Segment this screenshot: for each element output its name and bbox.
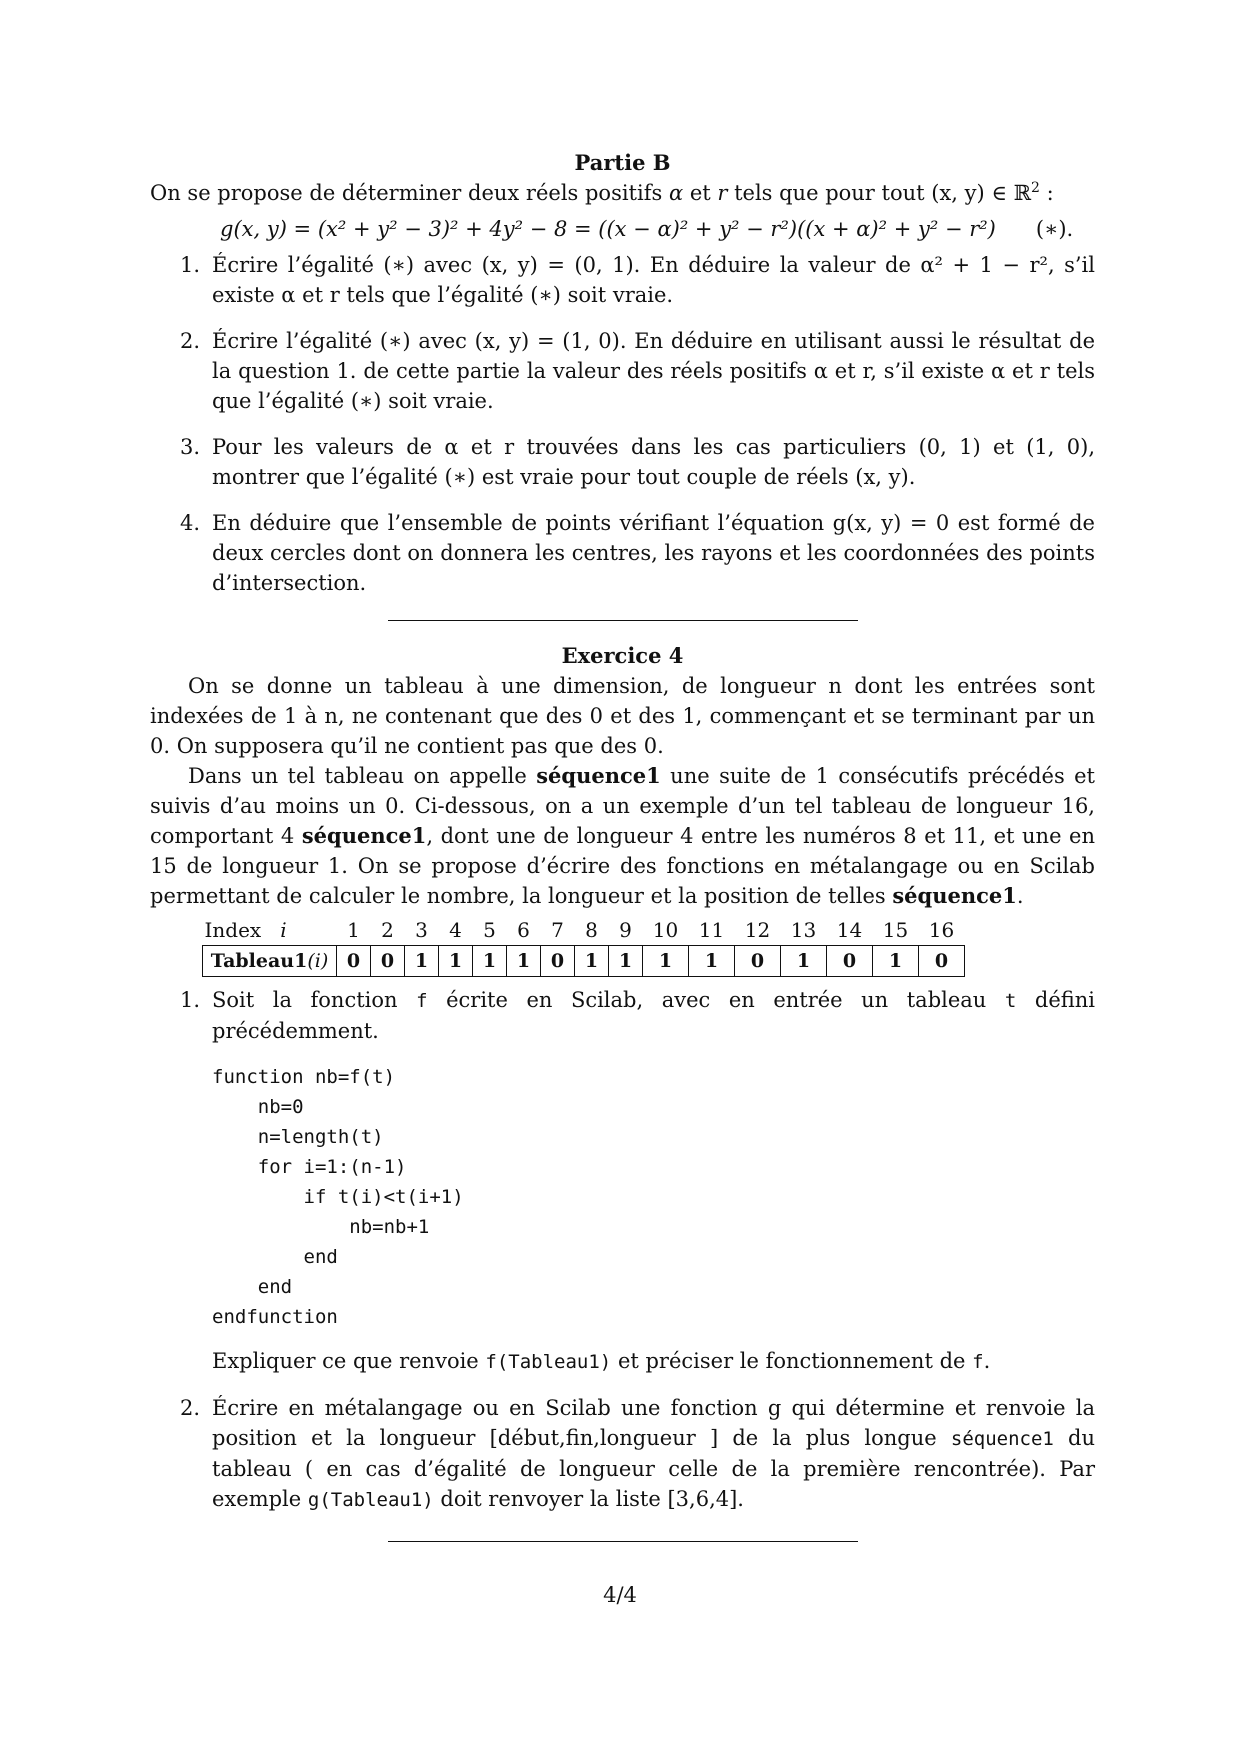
section-divider [388,1541,858,1542]
explain-line [212,1346,1095,1377]
question-text: défini précédemment. [212,988,1096,1043]
index-cell: 16 [928,918,955,942]
index-cell: 14 [836,918,863,942]
index-cell: 1 [347,918,360,942]
value-cell: 0 [919,946,965,977]
index-cell: 7 [551,918,564,942]
r-symbol: r [717,181,728,205]
partie-b-intro [150,178,1095,208]
exercice-4-title: Exercice 4 [561,643,684,668]
inline-code: g(Tableau1) [307,1489,434,1511]
question-text: du tableau ( en cas d’égalité de longueur celle de la première rencontrée). Par exemple [212,1426,1095,1511]
question-number: 2. [180,329,201,353]
inline-code: t [1004,990,1017,1012]
question-text: En déduire que l’ensemble de points vérifiant l’équation g(x, y) = 0 est formé de deux cercles dont on donnera les centres, les rayons et les coordonnées des points d’intersection. [212,511,1095,595]
exercice-4-para1: On se donne un tableau à une dimension, de longueur n dont les entrées sont indexées de 1 à n, ne contenant que des 0 et des 1, commençant et se terminant par un 0. On supposera qu’il ne contient pas que des 0. [150,674,1095,758]
row-label [203,946,337,977]
equation-star [150,214,1095,244]
value-cell: 1 [575,946,609,977]
index-cell: 10 [652,918,679,942]
term-bold: séquence1 [536,763,661,788]
question-text: et préciser le fonctionnement de [611,1349,973,1373]
alpha-symbol: α [668,181,684,205]
value-cell: 0 [827,946,873,977]
index-row [203,915,965,946]
index-cell: 13 [790,918,817,942]
partie-b-title: Partie B [574,150,671,175]
index-cell: 12 [744,918,771,942]
inline-code: f [972,1351,984,1373]
exercice-4-para2 [150,761,1095,911]
inline-code: f(Tableau1) [485,1351,612,1373]
intro-text: : [1039,181,1054,205]
value-cell: 0 [735,946,781,977]
index-label [203,915,337,946]
para-text: . [1016,884,1024,908]
document-page [150,148,1095,1562]
para-text: , dont une de longueur 4 entre les numéros 8 et 11, et une en 15 de longueur 1. On se propose d’écrire des fonctions en métalangage ou en Scilab permettant de calculer le nombre, la longueur et la position de telles [150,824,1096,908]
value-cell: 0 [337,946,371,977]
value-cell: 1 [643,946,689,977]
question-text: Écrire l’égalité (∗) avec (x, y) = (0, 1). En déduire la valeur de α² + 1 − r², s’il existe α et r tels que l’égalité (∗) soit vraie. [212,253,1095,307]
question-text: doit renvoyer la liste [3,6,4]. [433,1487,744,1511]
partie-b-questions [150,250,1095,598]
value-cell: 1 [507,946,541,977]
question-number: 1. [180,253,201,277]
index-cell: 9 [619,918,632,942]
question-text: écrite en Scilab, avec en entrée un tableau [427,988,1005,1012]
exercice-4-questions [150,985,1095,1515]
intro-text: tels que pour tout (x, y) ∈ ℝ [727,181,1032,205]
question-text: Pour les valeurs de α et r trouvées dans les cas particuliers (0, 1) et (1, 0), montrer que l’égalité (∗) est vraie pour tout couple de réels (x, y). [212,435,1095,489]
intro-text: et [683,181,718,205]
index-cell: 3 [415,918,428,942]
value-cell: 1 [873,946,919,977]
exponent: 2 [1031,180,1040,196]
question-item [150,1393,1095,1515]
question-item [150,508,1095,598]
index-cell: 2 [381,918,394,942]
index-cell: 8 [585,918,598,942]
index-cell: 6 [517,918,530,942]
question-number: 3. [180,435,201,459]
question-item [150,326,1095,416]
section-divider [388,620,858,621]
row-var: (i) [307,950,329,972]
scilab-code-block: function nb=f(t) nb=0 n=length(t) for i=1:(n-1) if t(i)<t(i+1) nb=nb+1 end end endfunction [212,1066,464,1328]
question-text: Expliquer ce que renvoie [212,1349,486,1373]
index-cell: 11 [698,918,725,942]
question-number: 4. [180,511,201,535]
question-text: Écrire l’égalité (∗) avec (x, y) = (1, 0). En déduire en utilisant aussi le résultat de la question 1. de cette partie la valeur des réels positifs α et r, s’il existe α et r tels que l’égalité (∗) soit vraie. [212,329,1095,413]
index-cell: 5 [483,918,496,942]
term-bold: séquence1 [892,883,1017,908]
value-cell: 1 [405,946,439,977]
row-label-text: Tableau1 [210,950,308,972]
value-cell: 1 [609,946,643,977]
inline-code: f [416,990,428,1012]
page-number: 4/4 [603,1583,637,1607]
question-number: 1. [180,988,201,1012]
question-text: Écrire en métalangage ou en Scilab une fonction g qui détermine et renvoie la position et la longueur [début,fin,longueur ] de la plus longue [212,1396,1095,1450]
question-item [150,985,1095,1377]
index-var: i [280,918,287,942]
equation-tag: (∗). [1035,217,1074,241]
value-cell: 0 [541,946,575,977]
para-text: une suite de 1 consécutifs précédés et suivis d’au moins un 0. Ci-dessous, on a un exemple d’un tel tableau de longueur 16, comportant 4 [150,764,1095,848]
value-cell: 1 [689,946,735,977]
term-bold: séquence1 [301,823,427,848]
equation-text: g(x, y) = (x² + y² − 3)² + 4y² − 8 = ((x − α)² + y² − r²)((x + α)² + y² − r²) [220,217,996,241]
index-label-text: Index [204,918,262,942]
index-cell: 4 [449,918,462,942]
question-item [150,432,1095,492]
tableau1-table [202,915,965,977]
intro-text: On se propose de déterminer deux réels positifs [150,181,669,205]
value-cell: 0 [371,946,405,977]
question-number: 2. [180,1396,201,1420]
question-text: . [983,1349,991,1373]
index-cell: 15 [882,918,909,942]
value-cell: 1 [781,946,827,977]
tableau1-row [203,946,965,977]
question-item [150,250,1095,310]
value-cell: 1 [439,946,473,977]
inline-code: séquence1 [950,1428,1054,1450]
question-text: Soit la fonction [212,988,417,1012]
value-cell: 1 [473,946,507,977]
para-text: Dans un tel tableau on appelle [188,764,537,788]
